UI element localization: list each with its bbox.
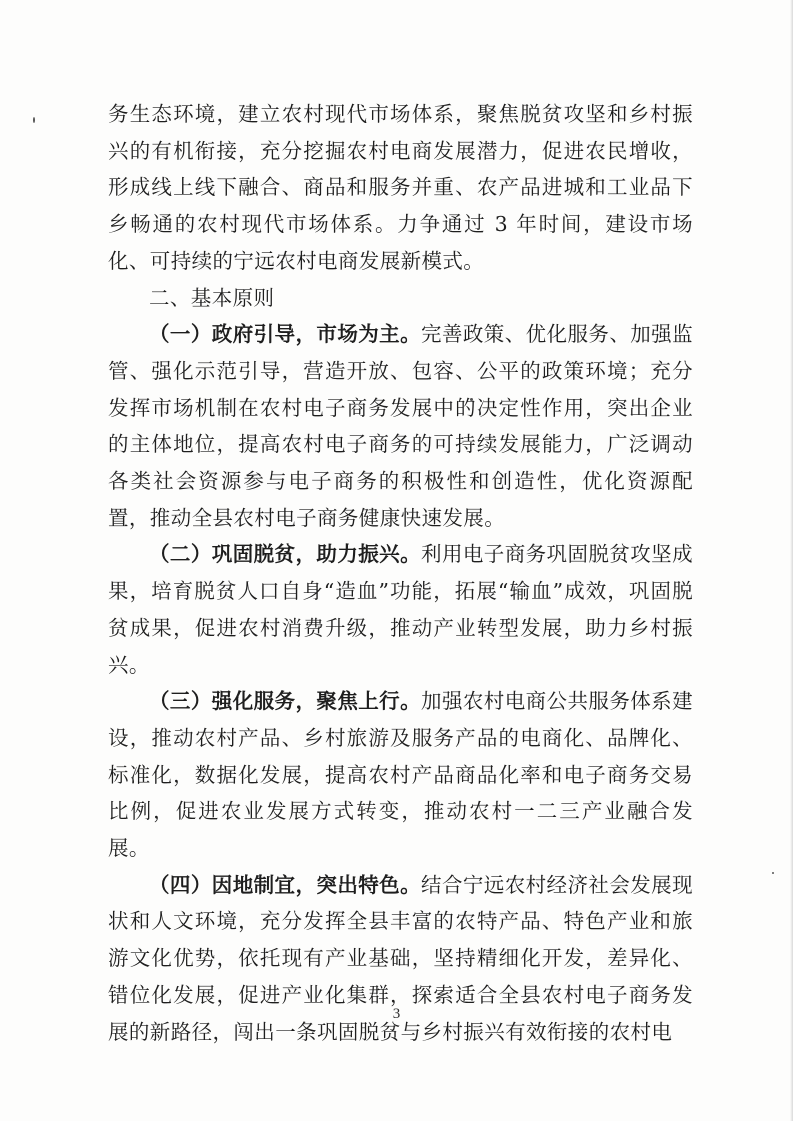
scan-speck (33, 117, 35, 123)
principle-title-1: （一）政府引导，市场为主。 (149, 322, 422, 347)
principle-text-3: 加强农村电商公共服务体系建设，推动农村产品、乡村旅游及服务产品的电商化、品牌化、标准化，数据化发展，提高农村产品商品化率和电子商务交易比例，促进农业发展方式转变，推动农村一二三产业融合发展。 (108, 689, 693, 861)
principle-paragraph-3 (108, 683, 693, 867)
page-number: 3 (392, 1006, 401, 1022)
document-body (108, 96, 693, 1050)
principle-text-2: 利用电子商务巩固脱贫攻坚成果，培育脱贫人口自身“造血”功能，拓展“输血”成效，巩固脱贫成果，促进农村消费升级，推动产业转型发展，助力乡村振兴。 (108, 542, 693, 677)
intro-paragraph: 务生态环境，建立农村现代市场体系，聚焦脱贫攻坚和乡村振兴的有机衔接，充分挖掘农村电商发展潜力，促进农民增收，形成线上线下融合、商品和服务并重、农产品进城和工业品下乡畅通的农村现代市场体系。力争通过 3 年时间，建设市场化、可持续的宁远农村电商发展新模式。 (108, 102, 693, 273)
scan-speck (772, 872, 774, 874)
principle-paragraph-1 (108, 316, 693, 536)
principle-text-4: 结合宁远农村经济社会发展现状和人文环境，充分发挥全县丰富的农特产品、特色产业和旅游文化优势，依托现有产业基础，坚持精细化开发，差异化、错位化发展，促进产业化集群，探索适合全县农村电子商务发展的新路径，闯出一条巩固脱贫与乡村振兴有效衔接的农村电 (108, 872, 693, 1044)
section-heading: 二、基本原则 (149, 285, 275, 310)
principle-title-3: （三）强化服务，聚焦上行。 (149, 689, 422, 714)
principle-title-2: （二）巩固脱贫，助力振兴。 (149, 542, 422, 567)
principle-title-4: （四）因地制宜，突出特色。 (149, 872, 422, 897)
principle-paragraph-2 (108, 536, 693, 683)
principle-text-1: 完善政策、优化服务、加强监管、强化示范引导，营造开放、包容、公平的政策环境；充分发挥市场机制在农村电子商务发展中的决定性作用，突出企业的主体地位，提高农村电子商务的可持续发展能力，广泛调动各类社会资源参与电子商务的积极性和创造性，优化资源配置，推动全县农村电子商务健康快速发展。 (108, 322, 693, 530)
